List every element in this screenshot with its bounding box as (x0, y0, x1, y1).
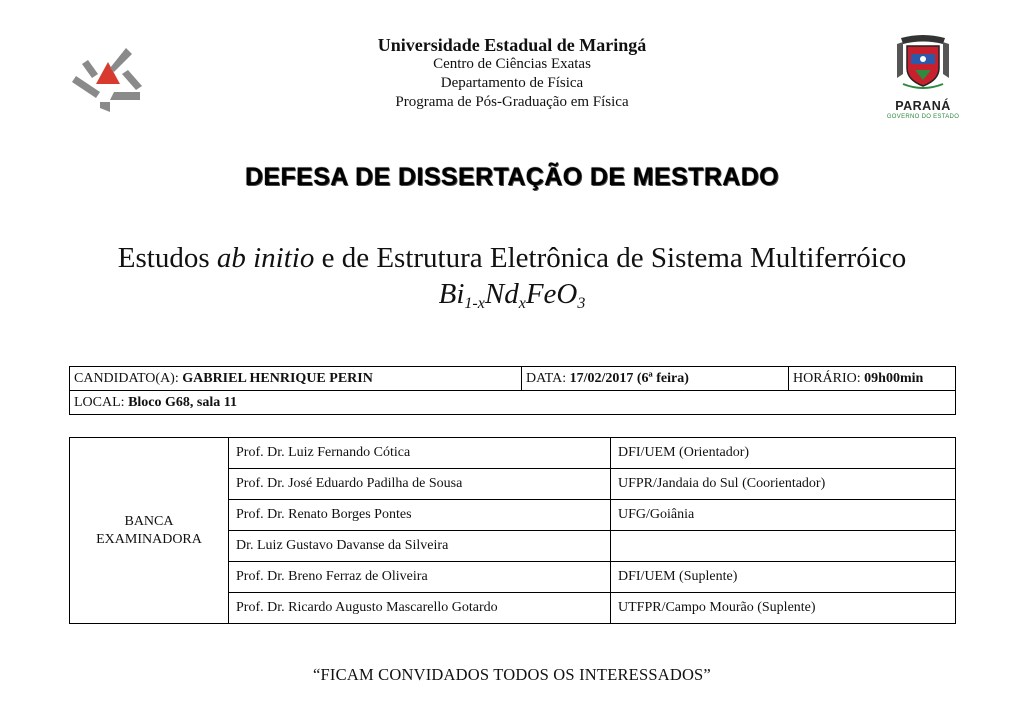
member-affiliation: UFPR/Jandaia do Sul (Coorientador) (611, 469, 956, 500)
candidate-label: CANDIDATO(A): (74, 370, 179, 386)
formula-o-subscript: 3 (577, 295, 586, 312)
member-name: Prof. Dr. Breno Ferraz de Oliveira (229, 562, 611, 593)
thesis-title-line1 (0, 240, 1024, 276)
member-name: Prof. Dr. Luiz Fernando Cótica (229, 438, 611, 469)
location-cell (70, 391, 956, 415)
formula-nd-subscript: x (518, 295, 526, 312)
time-label: HORÁRIO: (793, 370, 861, 386)
member-affiliation: UFG/Goiânia (611, 500, 956, 531)
department-name: Departamento de Física (440, 75, 584, 91)
parana-logo (878, 34, 968, 120)
location-label: LOCAL: (74, 394, 125, 410)
time-cell (789, 367, 956, 391)
center-name: Centro de Ciências Exatas (433, 56, 591, 72)
date-cell (522, 367, 789, 391)
program-name: Programa de Pós-Graduação em Física (395, 94, 629, 110)
board-label-line1: BANCA (124, 513, 174, 529)
parana-coat-of-arms-icon (893, 34, 953, 92)
info-row (70, 367, 956, 391)
formula-nd: Nd (484, 278, 519, 310)
info-row (70, 391, 956, 415)
formula-bi: Bi (438, 278, 465, 310)
formula-feo: FeO (525, 278, 578, 310)
institution-header (0, 36, 1024, 112)
formula-bi-subscript: 1-x (464, 295, 485, 312)
thesis-title-part3: e de Estrutura Eletrônica de Sistema Multiferróico (314, 242, 907, 274)
board-label-cell (70, 438, 229, 624)
date-value: 17/02/2017 (6ª feira) (569, 370, 689, 386)
time-value: 09h00min (864, 370, 924, 386)
parana-logo-text: PARANÁ (895, 99, 951, 113)
examining-board-table (69, 437, 956, 624)
member-affiliation: DFI/UEM (Orientador) (611, 438, 956, 469)
member-name: Prof. Dr. Ricardo Augusto Mascarello Gotardo (229, 593, 611, 624)
thesis-title-formula (0, 276, 1024, 312)
member-name: Prof. Dr. José Eduardo Padilha de Sousa (229, 469, 611, 500)
invitation-text: “FICAM CONVIDADOS TODOS OS INTERESSADOS” (313, 665, 711, 684)
member-affiliation (611, 531, 956, 562)
board-label-line2: EXAMINADORA (96, 531, 202, 547)
candidate-name: GABRIEL HENRIQUE PERIN (182, 370, 373, 386)
candidate-cell (70, 367, 522, 391)
table-row (70, 438, 956, 469)
member-affiliation: UTFPR/Campo Mourão (Suplente) (611, 593, 956, 624)
thesis-title-part1: Estudos (117, 242, 217, 274)
member-name: Prof. Dr. Renato Borges Pontes (229, 500, 611, 531)
defense-info-table (69, 366, 956, 415)
university-name: Universidade Estadual de Maringá (377, 35, 647, 55)
date-label: DATA: (526, 370, 567, 386)
thesis-title-italic: ab initio (216, 242, 315, 274)
parana-logo-subtext: GOVERNO DO ESTADO (886, 114, 960, 120)
location-value: Bloco G68, sala 11 (128, 394, 237, 410)
member-name: Dr. Luiz Gustavo Davanse da Silveira (229, 531, 611, 562)
page-title: DEFESA DE DISSERTAÇÃO DE MESTRADO (244, 163, 780, 191)
member-affiliation: DFI/UEM (Suplente) (611, 562, 956, 593)
